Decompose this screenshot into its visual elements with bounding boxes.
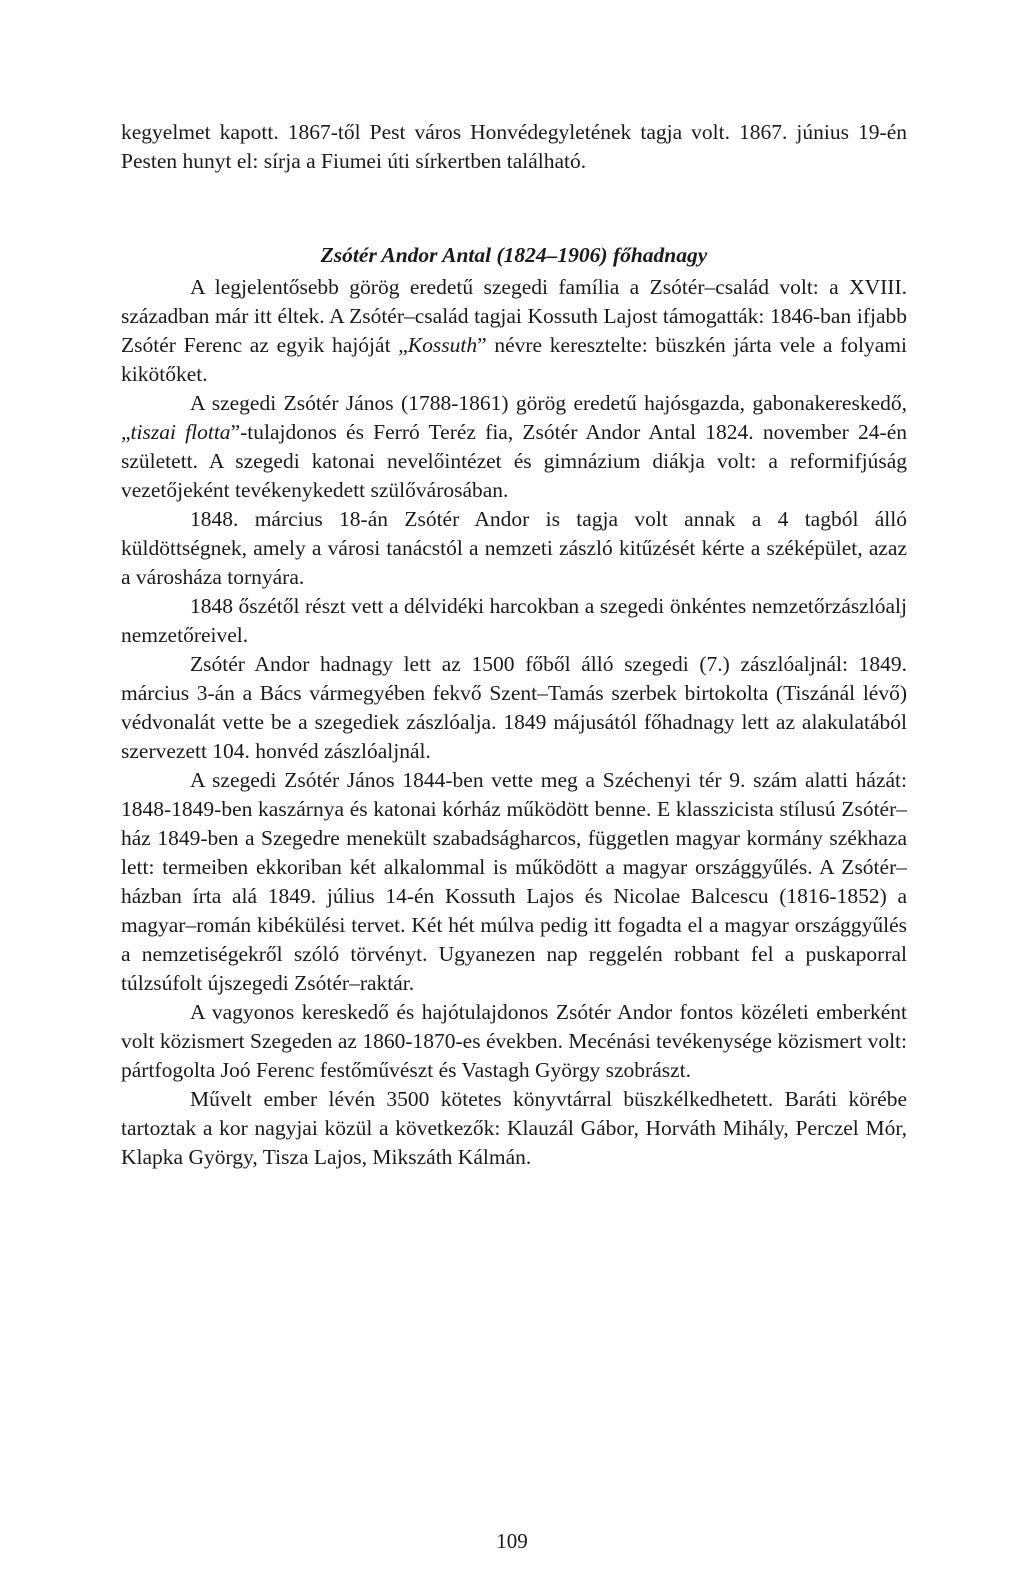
paragraph-2-text-c: ”-tulajdonos és Ferró Teréz fia, Zsótér Andor Antal 1824. november 24-én született. A szegedi katonai nevelőintézet és gimnázium diákja volt: a reformifjúság vezetőjeként tevékenykedett szülővárosában. xyxy=(121,420,907,502)
paragraph-7: A vagyonos kereskedő és hajótulajdonos Zsótér Andor fontos közéleti emberként volt közismert Szegeden az 1860-1870-es években. Mecénási tevékenysége közismert volt: pártfogolta Joó Ferenc festőművészt és Vastagh György szobrászt. xyxy=(121,1000,907,1082)
page-number: 109 xyxy=(496,1529,528,1553)
paragraph-2 xyxy=(121,389,907,505)
paragraph-4: 1848 őszétől részt vett a délvidéki harcokban a szegedi önkéntes nemzetőrzászlóalj nemzetőreivel. xyxy=(121,594,907,647)
paragraph-5: Zsótér Andor hadnagy lett az 1500 főből álló szegedi (7.) zászlóaljnál: 1849. március 3-án a Bács vármegyében fekvő Szent–Tamás szerbek birtokolta (Tiszánál lévő) védvonalát vette be a szegediek zászlóalja. 1849 májusától főhadnagy lett az alakulatából szervezett 104. honvéd zászlóaljnál. xyxy=(121,652,907,763)
paragraph-2-fleet-name: tiszai flotta xyxy=(130,420,231,444)
section-heading: Zsótér Andor Antal (1824–1906) főhadnagy xyxy=(320,243,708,267)
paragraph-1-ship-name: Kossuth xyxy=(407,333,478,357)
paragraph-1-text-a: A legjelentősebb görög eredetű szegedi família a Zsótér–család volt: a XVIII. században már itt éltek. A Zsótér–család tagjai Kossuth Lajost támogatták: 1846-ban ifjabb Zsótér Ferenc az egyik hajóját „ xyxy=(121,275,907,357)
intro-paragraph: kegyelmet kapott. 1867-től Pest város Honvédegyletének tagja volt. 1867. június 19-én Pesten hunyt el: sírja a Fiumei úti sírkertben található. xyxy=(121,120,907,173)
paragraph-2-text-a: A szegedi Zsótér János (1788-1861) görög eredetű hajósgazda, gabonakereskedő, „ xyxy=(121,391,907,444)
paragraph-8: Művelt ember lévén 3500 kötetes könyvtárral büszkélkedhetett. Baráti körébe tartoztak a kor nagyjai közül a következők: Klauzál Gábor, Horváth Mihály, Perczel Mór, Klapka György, Tisza Lajos, Mikszáth Kálmán. xyxy=(121,1087,907,1169)
page-body xyxy=(121,118,907,1172)
paragraph-1 xyxy=(121,273,907,389)
paragraph-6: A szegedi Zsótér János 1844-ben vette meg a Széchenyi tér 9. szám alatti házát: 1848-1849-ben kaszárnya és katonai kórház működött benne. E klasszicista stílusú Zsótér–ház 1849-ben a Szegedre menekült szabadságharcos, független magyar kormány székhaza lett: termeiben ekkoriban két alkalommal is működött a magyar országgyűlés. A Zsótér–házban írta alá 1849. július 14-én Kossuth Lajos és Nicolae Balcescu (1816-1852) a magyar–román kibékülési tervet. Két hét múlva pedig itt fogadta el a magyar országgyűlés a nemzetiségekről szóló törvényt. Ugyanezen nap reggelén robbant fel a puskaporral túlzsúfolt újszegedi Zsótér–raktár. xyxy=(121,768,907,995)
paragraph-3: 1848. március 18-án Zsótér Andor is tagja volt annak a 4 tagból álló küldöttségnek, amely a városi tanácstól a nemzeti zászló kitűzését kérte a széképület, azaz a városháza tornyára. xyxy=(121,507,907,589)
paragraph-1-text-c: ” névre keresztelte: büszkén járta vele a folyami kikötőket. xyxy=(121,333,907,386)
